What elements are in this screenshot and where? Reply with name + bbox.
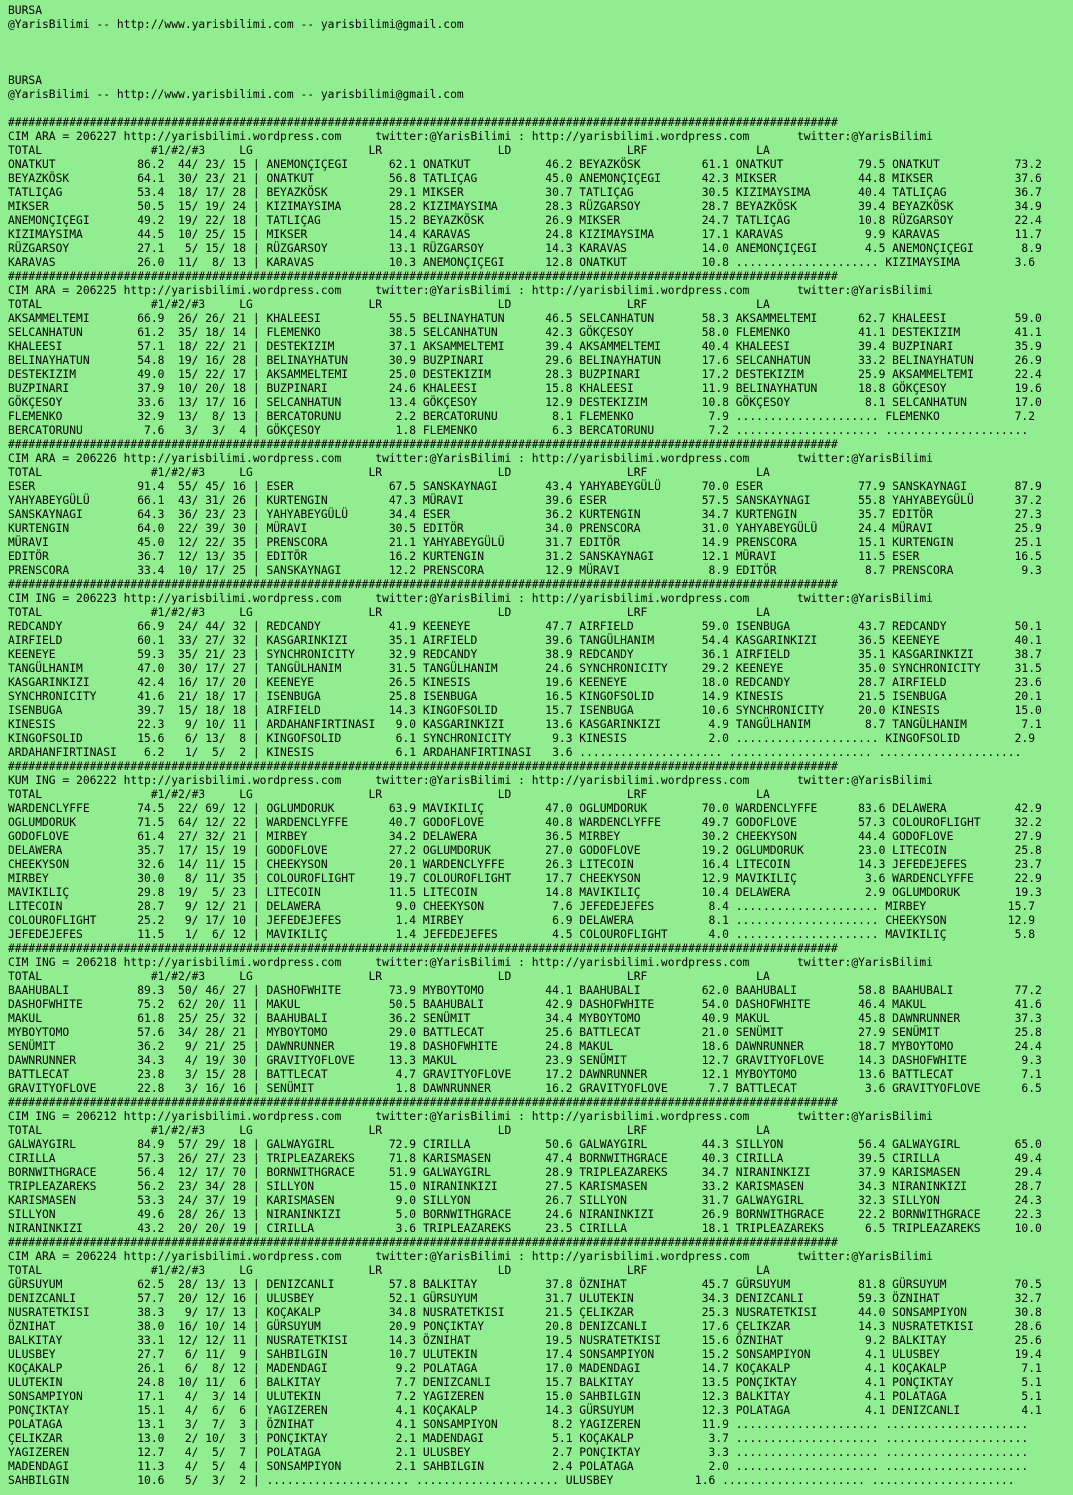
text-line: BORNWITHGRACE 56.4 12/ 17/ 70 | BORNWITHGRACE 51.9 GALWAYGIRL 28.9 TRIPLEAZAREKS 34.7 NIRANINKIZI 37.9 KARISMASEN 29.4 [8, 1166, 1042, 1179]
text-line: NIRANINKIZI 43.2 20/ 20/ 19 | CIRILLA 3.6 TRIPLEAZAREKS 23.5 CIRILLA 18.1 TRIPLEAZAREKS 6.5 TRIPLEAZAREKS 10.0 [8, 1222, 1042, 1235]
text-line: YAGIZEREN 12.7 4/ 5/ 7 | POLATAGA 2.1 ULUSBEY 2.7 PONÇIKTAY 3.3 ..................... ..................... [8, 1446, 1029, 1459]
text-line: KASGARINKIZI 42.4 16/ 17/ 20 | KEENEYE 26.5 KINESIS 19.6 KEENEYE 18.0 REDCANDY 28.7 AIRFIELD 23.6 [8, 676, 1042, 689]
text-line: MYBOYTOMO 57.6 34/ 28/ 21 | MYBOYTOMO 29.0 BATTLECAT 25.6 BATTLECAT 21.0 SENÜMIT 27.9 SENÜMIT 25.8 [8, 1026, 1042, 1039]
text-line: KOÇAKALP 26.1 6/ 8/ 12 | MADENDAGI 9.2 POLATAGA 17.0 MADENDAGI 14.7 KOÇAKALP 4.1 KOÇAKALP 7.1 [8, 1362, 1042, 1375]
text-line: KARAVAS 26.0 11/ 8/ 13 | KARAVAS 10.3 ANEMONÇIÇEGI 12.8 ONATKUT 10.8 ..................... KIZIMAYSIMA 3.6 [8, 256, 1035, 269]
text-line: TOTAL #1/#2/#3 LG LR LD LRF LA [8, 1124, 770, 1137]
text-line: ARDAHANFIRTINASI 6.2 1/ 5/ 2 | KINESIS 6.1 ARDAHANFIRTINASI 3.6 ..................... ..................... ..................... [8, 746, 1022, 759]
text-line: GÖKÇESOY 33.6 13/ 17/ 16 | SELCANHATUN 13.4 GÖKÇESOY 12.9 DESTEKIZIM 10.8 GÖKÇESOY 8.1 SELCANHATUN 17.0 [8, 396, 1042, 409]
text-line: DAWNRUNNER 34.3 4/ 19/ 30 | GRAVITYOFLOVE 13.3 MAKUL 23.9 SENÜMIT 12.7 GRAVITYOFLOVE 14.3 DASHOFWHITE 9.3 [8, 1054, 1042, 1067]
text-line: ########################################################################################################################## [8, 1236, 838, 1249]
text-line: GÜRSUYUM 62.5 28/ 13/ 13 | DENIZCANLI 57.8 BALKITAY 37.8 ÖZNIHAT 45.7 GÜRSUYUM 81.8 GÜRSUYUM 70.5 [8, 1278, 1042, 1291]
text-line: TOTAL #1/#2/#3 LG LR LD LRF LA [8, 144, 770, 157]
text-line: TOTAL #1/#2/#3 LG LR LD LRF LA [8, 788, 770, 801]
text-line: BUZPINARI 37.9 10/ 20/ 18 | BUZPINARI 24.6 KHALEESI 15.8 KHALEESI 11.9 BELINAYHATUN 18.8 GÖKÇESOY 19.6 [8, 382, 1042, 395]
text-line: LITECOIN 28.7 9/ 12/ 21 | DELAWERA 9.0 CHEEKYSON 7.6 JEFEDEJEFES 8.4 ..................... MIRBEY 15.7 [8, 900, 1035, 913]
text-line: FLEMENKO 32.9 13/ 8/ 13 | BERCATORUNU 2.2 BERCATORUNU 8.1 FLEMENKO 7.9 ..................... FLEMENKO 7.2 [8, 410, 1035, 423]
text-line: AIRFIELD 60.1 33/ 27/ 32 | KASGARINKIZI 35.1 AIRFIELD 39.6 TANGÜLHANIM 54.4 KASGARINKIZI 36.5 KEENEYE 40.1 [8, 634, 1042, 647]
text-line: BERCATORUNU 7.6 3/ 3/ 4 | GÖKÇESOY 1.8 FLEMENKO 6.3 BERCATORUNU 7.2 ..................... ..................... [8, 424, 1029, 437]
text-line: KEENEYE 59.3 35/ 21/ 23 | SYNCHRONICITY 32.9 REDCANDY 38.9 REDCANDY 36.1 AIRFIELD 35.1 KASGARINKIZI 38.7 [8, 648, 1042, 661]
text-line: TRIPLEAZAREKS 56.2 23/ 34/ 28 | SILLYON 15.0 NIRANINKIZI 27.5 KARISMASEN 33.2 KARISMASEN 34.3 NIRANINKIZI 28.7 [8, 1180, 1042, 1193]
text-line: CIM ARA = 206225 http://yarisbilimi.wordpress.com twitter:@YarisBilimi : http://yarisbilimi.wordpress.com twitter:@YarisBilimi [8, 284, 933, 297]
text-line: SONSAMPIYON 17.1 4/ 3/ 14 | ULUTEKIN 7.2 YAGIZEREN 15.0 SAHBILGIN 12.3 BALKITAY 4.1 POLATAGA 5.1 [8, 1390, 1042, 1403]
text-line: BEYAZKÖSK 64.1 30/ 23/ 21 | ONATKUT 56.8 TATLIÇAG 45.0 ANEMONÇIÇEGI 42.3 MIKSER 44.8 MIKSER 37.6 [8, 172, 1042, 185]
text-line: WARDENCLYFFE 74.5 22/ 69/ 12 | OGLUMDORUK 63.9 MAVIKILIÇ 47.0 OGLUMDORUK 70.0 WARDENCLYFFE 83.6 DELAWERA 42.9 [8, 802, 1042, 815]
text-line: ########################################################################################################################## [8, 760, 838, 773]
text-line: MADENDAGI 11.3 4/ 5/ 4 | SONSAMPIYON 2.1 SAHBILGIN 2.4 POLATAGA 2.0 ..................... ..................... [8, 1460, 1029, 1473]
text-line: PONÇIKTAY 15.1 4/ 6/ 6 | YAGIZEREN 4.1 KOÇAKALP 14.3 GÜRSUYUM 12.3 POLATAGA 4.1 DENIZCANLI 4.1 [8, 1404, 1042, 1417]
text-line: TATLIÇAG 53.4 18/ 17/ 28 | BEYAZKÖSK 29.1 MIKSER 30.7 TATLIÇAG 30.5 KIZIMAYSIMA 40.4 TATLIÇAG 36.7 [8, 186, 1042, 199]
text-line: GALWAYGIRL 84.9 57/ 29/ 18 | GALWAYGIRL 72.9 CIRILLA 50.6 GALWAYGIRL 44.3 SILLYON 56.4 GALWAYGIRL 65.0 [8, 1138, 1042, 1151]
text-line: SYNCHRONICITY 41.6 21/ 18/ 17 | ISENBUGA 25.8 ISENBUGA 16.5 KINGOFSOLID 14.9 KINESIS 21.5 ISENBUGA 20.1 [8, 690, 1042, 703]
text-line: SENÜMIT 36.2 9/ 21/ 25 | DAWNRUNNER 19.8 DASHOFWHITE 24.8 MAKUL 18.6 DAWNRUNNER 18.7 MYBOYTOMO 24.4 [8, 1040, 1042, 1053]
text-line: ESER 91.4 55/ 45/ 16 | ESER 67.5 SANSKAYNAGI 43.4 YAHYABEYGÜLÜ 70.0 ESER 77.9 SANSKAYNAGI 87.9 [8, 480, 1042, 493]
text-line: BURSA [8, 74, 43, 87]
text-line: RÜZGARSOY 27.1 5/ 15/ 18 | RÜZGARSOY 13.1 RÜZGARSOY 14.3 KARAVAS 14.0 ANEMONÇIÇEGI 4.5 ANEMONÇIÇEGI 8.9 [8, 242, 1042, 255]
text-line: MIRBEY 30.0 8/ 11/ 35 | COLOUROFLIGHT 19.7 COLOUROFLIGHT 17.7 CHEEKYSON 12.9 MAVIKILIÇ 3.6 WARDENCLYFFE 22.9 [8, 872, 1042, 885]
text-line: KUM ING = 206222 http://yarisbilimi.wordpress.com twitter:@YarisBilimi : http://yarisbilimi.wordpress.com twitter:@YarisBilimi [8, 774, 933, 787]
text-line: TANGÜLHANIM 47.0 30/ 17/ 27 | TANGÜLHANIM 31.5 TANGÜLHANIM 24.6 SYNCHRONICITY 29.2 KEENEYE 35.0 SYNCHRONICITY 31.5 [8, 662, 1042, 675]
text-line: CIM ING = 206223 http://yarisbilimi.wordpress.com twitter:@YarisBilimi : http://yarisbilimi.wordpress.com twitter:@YarisBilimi [8, 592, 933, 605]
text-line: GODOFLOVE 61.4 27/ 32/ 21 | MIRBEY 34.2 DELAWERA 36.5 MIRBEY 30.2 CHEEKYSON 44.4 GODOFLOVE 27.9 [8, 830, 1042, 843]
text-line: TOTAL #1/#2/#3 LG LR LD LRF LA [8, 606, 770, 619]
text-line: COLOUROFLIGHT 25.2 9/ 17/ 10 | JEFEDEJEFES 1.4 MIRBEY 6.9 DELAWERA 8.1 ..................... CHEEKYSON 12.9 [8, 914, 1035, 927]
text-line: DELAWERA 35.7 17/ 15/ 19 | GODOFLOVE 27.2 OGLUMDORUK 27.0 GODOFLOVE 19.2 OGLUMDORUK 23.0 LITECOIN 25.8 [8, 844, 1042, 857]
text-line: TOTAL #1/#2/#3 LG LR LD LRF LA [8, 466, 770, 479]
text-line: OGLUMDORUK 71.5 64/ 12/ 22 | WARDENCLYFFE 40.7 GODOFLOVE 40.8 WARDENCLYFFE 49.7 GODOFLOVE 57.3 COLOUROFLIGHT 32.2 [8, 816, 1042, 829]
text-line: ########################################################################################################################## [8, 1096, 838, 1109]
text-line: EDITÖR 36.7 12/ 13/ 35 | EDITÖR 16.2 KURTENGIN 31.2 SANSKAYNAGI 12.1 MÜRAVI 11.5 ESER 16.5 [8, 550, 1042, 563]
text-line: @YarisBilimi -- http://www.yarisbilimi.com -- yarisbilimi@gmail.com [8, 88, 464, 101]
text-line: CIM ARA = 206227 http://yarisbilimi.wordpress.com twitter:@YarisBilimi : http://yarisbilimi.wordpress.com twitter:@YarisBilimi [8, 130, 933, 143]
text-line: CIM ING = 206218 http://yarisbilimi.wordpress.com twitter:@YarisBilimi : http://yarisbilimi.wordpress.com twitter:@YarisBilimi [8, 956, 933, 969]
text-line: BATTLECAT 23.8 3/ 15/ 28 | BATTLECAT 4.7 GRAVITYOFLOVE 17.2 DAWNRUNNER 12.1 MYBOYTOMO 13.6 BATTLECAT 7.1 [8, 1068, 1042, 1081]
text-line: @YarisBilimi -- http://www.yarisbilimi.com -- yarisbilimi@gmail.com [8, 18, 464, 31]
text-line: TOTAL #1/#2/#3 LG LR LD LRF LA [8, 970, 770, 983]
text-line: KHALEESI 57.1 18/ 22/ 21 | DESTEKIZIM 37.1 AKSAMMELTEMI 39.4 AKSAMMELTEMI 40.4 KHALEESI 39.4 BUZPINARI 35.9 [8, 340, 1042, 353]
text-line: POLATAGA 13.1 3/ 7/ 3 | ÖZNIHAT 4.1 SONSAMPIYON 8.2 YAGIZEREN 11.9 ..................... ..................... [8, 1418, 1029, 1431]
text-line: DENIZCANLI 57.7 20/ 12/ 16 | ULUSBEY 52.1 GÜRSUYUM 31.7 ULUTEKIN 34.3 DENIZCANLI 59.3 ÖZNIHAT 32.7 [8, 1292, 1042, 1305]
text-line: ISENBUGA 39.7 15/ 18/ 18 | AIRFIELD 14.3 KINGOFSOLID 15.7 ISENBUGA 10.6 SYNCHRONICITY 20.0 KINESIS 15.0 [8, 704, 1042, 717]
text-line: ########################################################################################################################## [8, 942, 838, 955]
text-line: SELCANHATUN 61.2 35/ 18/ 14 | FLEMENKO 38.5 SELCANHATUN 42.3 GÖKÇESOY 58.0 FLEMENKO 41.1 DESTEKIZIM 41.1 [8, 326, 1042, 339]
text-line: SILLYON 49.6 28/ 26/ 13 | NIRANINKIZI 5.0 BORNWITHGRACE 24.6 NIRANINKIZI 26.9 BORNWITHGRACE 22.2 BORNWITHGRACE 22.3 [8, 1208, 1042, 1221]
text-line: MÜRAVI 45.0 12/ 22/ 35 | PRENSCORA 21.1 YAHYABEYGÜLÜ 31.7 EDITÖR 14.9 PRENSCORA 15.1 KURTENGIN 25.1 [8, 536, 1042, 549]
text-line: ONATKUT 86.2 44/ 23/ 15 | ANEMONÇIÇEGI 62.1 ONATKUT 46.2 BEYAZKÖSK 61.1 ONATKUT 79.5 ONATKUT 73.2 [8, 158, 1042, 171]
text-line: AKSAMMELTEMI 66.9 26/ 26/ 21 | KHALEESI 55.5 BELINAYHATUN 46.5 SELCANHATUN 58.3 AKSAMMELTEMI 62.7 KHALEESI 59.0 [8, 312, 1042, 325]
text-line: ULUSBEY 27.7 6/ 11/ 9 | SAHBILGIN 10.7 ULUTEKIN 17.4 SONSAMPIYON 15.2 SONSAMPIYON 4.1 ULUSBEY 19.4 [8, 1348, 1042, 1361]
text-line: CIRILLA 57.3 26/ 27/ 23 | TRIPLEAZAREKS 71.8 KARISMASEN 47.4 BORNWITHGRACE 40.3 CIRILLA 39.5 CIRILLA 49.4 [8, 1152, 1042, 1165]
text-line: MAVIKILIÇ 29.8 19/ 5/ 23 | LITECOIN 11.5 LITECOIN 14.8 MAVIKILIÇ 10.4 DELAWERA 2.9 OGLUMDORUK 19.3 [8, 886, 1042, 899]
text-line: ########################################################################################################################## [8, 270, 838, 283]
text-line: GRAVITYOFLOVE 22.8 3/ 16/ 16 | SENÜMIT 1.8 DAWNRUNNER 16.2 GRAVITYOFLOVE 7.7 BATTLECAT 3.6 GRAVITYOFLOVE 6.5 [8, 1082, 1042, 1095]
text-line: BAAHUBALI 89.3 50/ 46/ 27 | DASHOFWHITE 73.9 MYBOYTOMO 44.1 BAAHUBALI 62.0 BAAHUBALI 58.8 BAAHUBALI 77.2 [8, 984, 1042, 997]
text-line: KINESIS 22.3 9/ 10/ 11 | ARDAHANFIRTINASI 9.0 KASGARINKIZI 13.6 KASGARINKIZI 4.9 TANGÜLHANIM 8.7 TANGÜLHANIM 7.1 [8, 718, 1042, 731]
text-line: BELINAYHATUN 54.8 19/ 16/ 28 | BELINAYHATUN 30.9 BUZPINARI 29.6 BELINAYHATUN 17.6 SELCANHATUN 33.2 BELINAYHATUN 26.9 [8, 354, 1042, 367]
text-line: CIM ARA = 206226 http://yarisbilimi.wordpress.com twitter:@YarisBilimi : http://yarisbilimi.wordpress.com twitter:@YarisBilimi [8, 452, 933, 465]
text-line: CIM ING = 206212 http://yarisbilimi.wordpress.com twitter:@YarisBilimi : http://yarisbilimi.wordpress.com twitter:@YarisBilimi [8, 1110, 933, 1123]
text-line: PRENSCORA 33.4 10/ 17/ 25 | SANSKAYNAGI 12.2 PRENSCORA 12.9 MÜRAVI 8.9 EDITÖR 8.7 PRENSCORA 9.3 [8, 564, 1042, 577]
text-line: KARISMASEN 53.3 24/ 37/ 19 | KARISMASEN 9.0 SILLYON 26.7 SILLYON 31.7 GALWAYGIRL 32.3 SILLYON 24.3 [8, 1194, 1042, 1207]
text-line: ########################################################################################################################## [8, 438, 838, 451]
text-line: ########################################################################################################################## [8, 578, 838, 591]
text-line: JEFEDEJEFES 11.5 1/ 6/ 12 | MAVIKILIÇ 1.4 JEFEDEJEFES 4.5 COLOUROFLIGHT 4.0 ..................... MAVIKILIÇ 5.8 [8, 928, 1035, 941]
text-line: BALKITAY 33.1 12/ 12/ 11 | NUSRATETKISI 14.3 ÖZNIHAT 19.5 NUSRATETKISI 15.6 ÖZNIHAT 9.2 BALKITAY 25.6 [8, 1334, 1042, 1347]
text-line: KIZIMAYSIMA 44.5 10/ 25/ 15 | MIKSER 14.4 KARAVAS 24.8 KIZIMAYSIMA 17.1 KARAVAS 9.9 KARAVAS 11.7 [8, 228, 1042, 241]
text-line: MIKSER 50.5 15/ 19/ 24 | KIZIMAYSIMA 28.2 KIZIMAYSIMA 28.3 RÜZGARSOY 28.7 BEYAZKÖSK 39.4 BEYAZKÖSK 34.9 [8, 200, 1042, 213]
text-line: TOTAL #1/#2/#3 LG LR LD LRF LA [8, 298, 770, 311]
text-line: REDCANDY 66.9 24/ 44/ 32 | REDCANDY 41.9 KEENEYE 47.7 AIRFIELD 59.0 ISENBUGA 43.7 REDCANDY 50.1 [8, 620, 1042, 633]
text-line: BURSA [8, 4, 43, 17]
text-line: ÇELIKZAR 13.0 2/ 10/ 3 | PONÇIKTAY 2.1 MADENDAGI 5.1 KOÇAKALP 3.7 ..................... ..................... [8, 1432, 1029, 1445]
text-line: KINGOFSOLID 15.6 6/ 13/ 8 | KINGOFSOLID 6.1 SYNCHRONICITY 9.3 KINESIS 2.0 ..................... KINGOFSOLID 2.9 [8, 732, 1035, 745]
text-line: TOTAL #1/#2/#3 LG LR LD LRF LA [8, 1264, 770, 1277]
text-line: YAHYABEYGÜLÜ 66.1 43/ 31/ 26 | KURTENGIN 47.3 MÜRAVI 39.6 ESER 57.5 SANSKAYNAGI 55.8 YAHYABEYGÜLÜ 37.2 [8, 494, 1042, 507]
text-line: ########################################################################################################################## [8, 116, 838, 129]
text-line: KURTENGIN 64.0 22/ 39/ 30 | MÜRAVI 30.5 EDITÖR 34.0 PRENSCORA 31.0 YAHYABEYGÜLÜ 24.4 MÜRAVI 25.9 [8, 522, 1042, 535]
text-line: CHEEKYSON 32.6 14/ 11/ 15 | CHEEKYSON 20.1 WARDENCLYFFE 26.3 LITECOIN 16.4 LITECOIN 14.3 JEFEDEJEFES 23.7 [8, 858, 1042, 871]
text-line: CIM ARA = 206224 http://yarisbilimi.wordpress.com twitter:@YarisBilimi : http://yarisbilimi.wordpress.com twitter:@YarisBilimi [8, 1250, 933, 1263]
text-line: NUSRATETKISI 38.3 9/ 17/ 13 | KOÇAKALP 34.8 NUSRATETKISI 21.5 ÇELIKZAR 25.3 NUSRATETKISI 44.0 SONSAMPIYON 30.8 [8, 1306, 1042, 1319]
text-line: ULUTEKIN 24.8 10/ 11/ 6 | BALKITAY 7.7 DENIZCANLI 15.7 BALKITAY 13.5 PONÇIKTAY 4.1 PONÇIKTAY 5.1 [8, 1376, 1042, 1389]
text-line: SAHBILGIN 10.6 5/ 3/ 2 | ..................... ..................... ULUSBEY 1.6 ..................... ..................... [8, 1474, 1015, 1487]
text-line: ÖZNIHAT 38.0 16/ 10/ 14 | GÜRSUYUM 20.9 PONÇIKTAY 20.8 DENIZCANLI 17.6 ÇELIKZAR 14.3 NUSRATETKISI 28.6 [8, 1320, 1042, 1333]
text-line: MAKUL 61.8 25/ 25/ 32 | BAAHUBALI 36.2 SENÜMIT 34.4 MYBOYTOMO 40.9 MAKUL 45.8 DAWNRUNNER 37.3 [8, 1012, 1042, 1025]
text-line: DASHOFWHITE 75.2 62/ 20/ 11 | MAKUL 50.5 BAAHUBALI 42.9 DASHOFWHITE 54.0 DASHOFWHITE 46.4 MAKUL 41.6 [8, 998, 1042, 1011]
text-line: DESTEKIZIM 49.0 15/ 22/ 17 | AKSAMMELTEMI 25.0 DESTEKIZIM 28.3 BUZPINARI 17.2 DESTEKIZIM 25.9 AKSAMMELTEMI 22.4 [8, 368, 1042, 381]
text-line: ANEMONÇIÇEGI 49.2 19/ 22/ 18 | TATLIÇAG 15.2 BEYAZKÖSK 26.9 MIKSER 24.7 TATLIÇAG 10.8 RÜZGARSOY 22.4 [8, 214, 1042, 227]
text-line: SANSKAYNAGI 64.3 36/ 23/ 23 | YAHYABEYGÜLÜ 34.4 ESER 36.2 KURTENGIN 34.7 KURTENGIN 35.7 EDITÖR 27.3 [8, 508, 1042, 521]
